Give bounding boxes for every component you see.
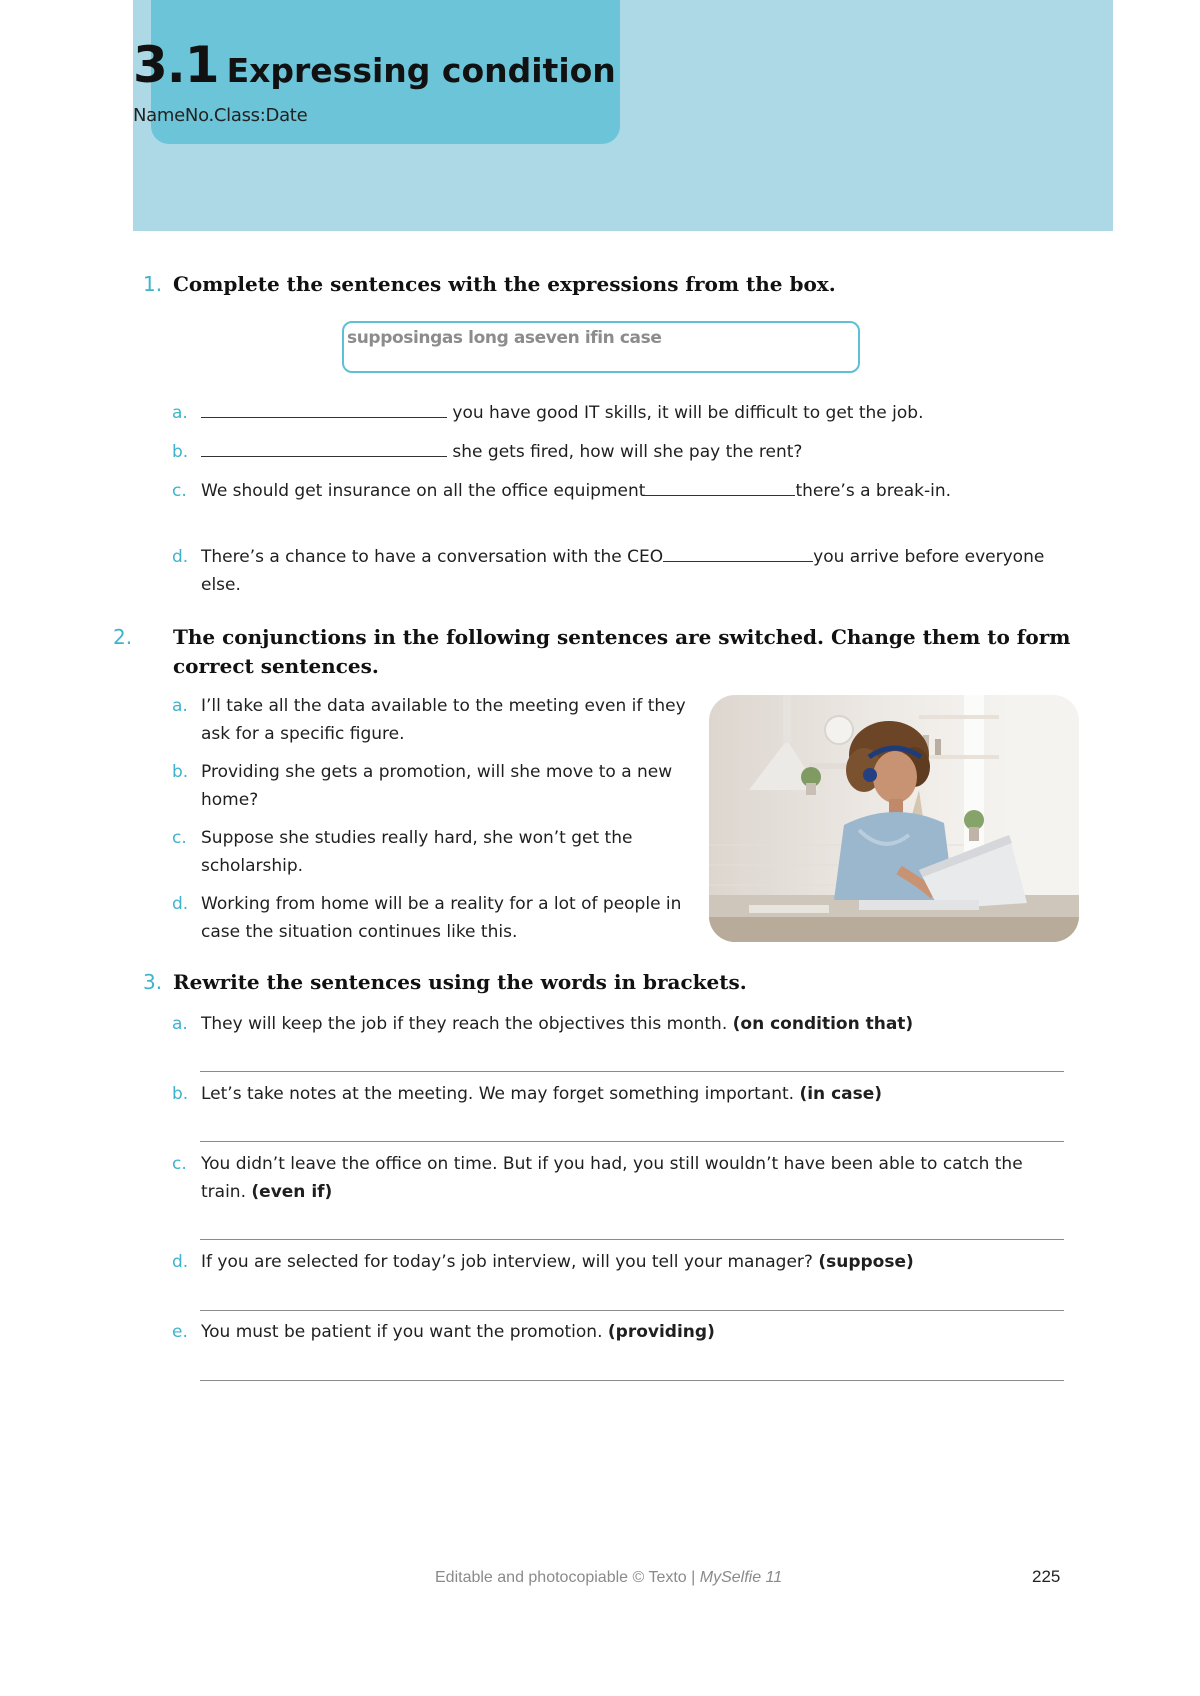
exercise-1-number: 1. [143, 272, 163, 296]
answer-blank[interactable] [663, 543, 813, 562]
footer-book-title: MySelfie 11 [699, 1569, 783, 1586]
ex1-item-a [172, 399, 1052, 427]
item-text: If you are selected for today’s job interview, will you tell your manager? [201, 1252, 819, 1272]
item-text: Working from home will be a reality for a lot of people in case the situation continues like this. [201, 894, 682, 942]
item-letter: d. [172, 547, 189, 567]
woman-working-at-laptop-photo [709, 695, 1079, 942]
name-label: Name [133, 105, 185, 126]
answer-line-d[interactable] [200, 1310, 1064, 1311]
page-number: 225 [1032, 1567, 1061, 1586]
item-text-end: there’s a break-in. [795, 481, 952, 501]
item-letter: a. [172, 696, 188, 716]
item-text: she gets fired, how will she pay the rent? [447, 442, 803, 462]
exercise-2-instruction: The conjunctions in the following sentences are switched. Change them to form correct sentences. [173, 625, 1071, 678]
answer-line-a[interactable] [200, 1071, 1064, 1072]
item-text: You must be patient if you want the promotion. [201, 1322, 608, 1342]
expressions-list: supposingas long aseven ifin case [347, 328, 662, 348]
item-letter: c. [172, 828, 187, 848]
ex3-item-c [172, 1150, 1064, 1206]
item-text: Let’s take notes at the meeting. We may forget something important. [201, 1084, 800, 1104]
answer-blank[interactable] [201, 438, 447, 457]
item-text: You didn’t leave the office on time. But if you had, you still wouldn’t have been able to catch the train. [201, 1154, 1023, 1202]
item-letter: c. [172, 1154, 187, 1174]
ex1-item-b [172, 438, 1052, 466]
exercise-3-heading [143, 968, 1063, 997]
item-letter: c. [172, 481, 187, 501]
page-title [133, 36, 616, 94]
item-hint: (providing) [607, 1322, 715, 1342]
unit-number: 3.1 [133, 36, 219, 94]
ex3-item-d [172, 1248, 1064, 1276]
ex1-item-c [172, 477, 1052, 505]
answer-blank[interactable] [201, 399, 447, 418]
item-hint: (even if) [251, 1182, 333, 1202]
exercise-1-instruction: Complete the sentences with the expressions from the box. [173, 272, 836, 296]
item-letter: d. [172, 894, 189, 914]
item-letter: b. [172, 1084, 189, 1104]
item-text-start: There’s a chance to have a conversation with the CEO [201, 547, 664, 567]
item-letter: b. [172, 442, 189, 462]
ex2-item-d [172, 890, 693, 946]
class-label: Class: [213, 105, 266, 126]
item-letter: b. [172, 762, 189, 782]
expressions-box [342, 321, 860, 373]
item-text: Suppose she studies really hard, she won’t get the scholarship. [201, 828, 633, 876]
item-letter: a. [172, 403, 188, 423]
ex3-item-e [172, 1318, 1064, 1346]
ex3-item-b [172, 1080, 1064, 1108]
unit-title: Expressing condition [226, 51, 616, 90]
answer-line-c[interactable] [200, 1239, 1064, 1240]
item-letter: e. [172, 1322, 188, 1342]
item-letter: a. [172, 1014, 188, 1034]
ex2-item-c [172, 824, 693, 880]
item-text: I’ll take all the data available to the meeting even if they ask for a specific figure. [201, 696, 686, 744]
item-text: you have good IT skills, it will be difficult to get the job. [447, 403, 924, 423]
answer-blank[interactable] [645, 477, 795, 496]
answer-line-b[interactable] [200, 1141, 1064, 1142]
exercise-3-instruction: Rewrite the sentences using the words in brackets. [173, 970, 747, 994]
footer-copyright [435, 1569, 782, 1587]
item-text: They will keep the job if they reach the objectives this month. [201, 1014, 733, 1034]
ex2-item-b [172, 758, 693, 814]
exercise-2-number: 2. [113, 625, 133, 649]
item-text-start: We should get insurance on all the office equipment [201, 481, 646, 501]
ex1-item-d [172, 543, 1052, 599]
item-letter: d. [172, 1252, 189, 1272]
exercise-3-number: 3. [143, 970, 163, 994]
footer-text-plain: Editable and photocopiable © Texto | [435, 1569, 700, 1586]
item-hint: (in case) [799, 1084, 883, 1104]
item-text-end: you arrive before everyone else. [201, 547, 1045, 595]
item-text: Providing she gets a promotion, will she move to a new home? [201, 762, 673, 810]
exercise-1-heading [143, 270, 1063, 299]
item-hint: (suppose) [818, 1252, 914, 1272]
number-label: No. [184, 105, 214, 126]
ex3-item-a [172, 1010, 1064, 1038]
date-label: Date [265, 105, 308, 126]
ex2-item-a [172, 692, 693, 748]
exercise-2-heading [113, 623, 1078, 681]
answer-line-e[interactable] [200, 1380, 1064, 1381]
student-info-line [133, 105, 307, 126]
item-hint: (on condition that) [732, 1014, 914, 1034]
